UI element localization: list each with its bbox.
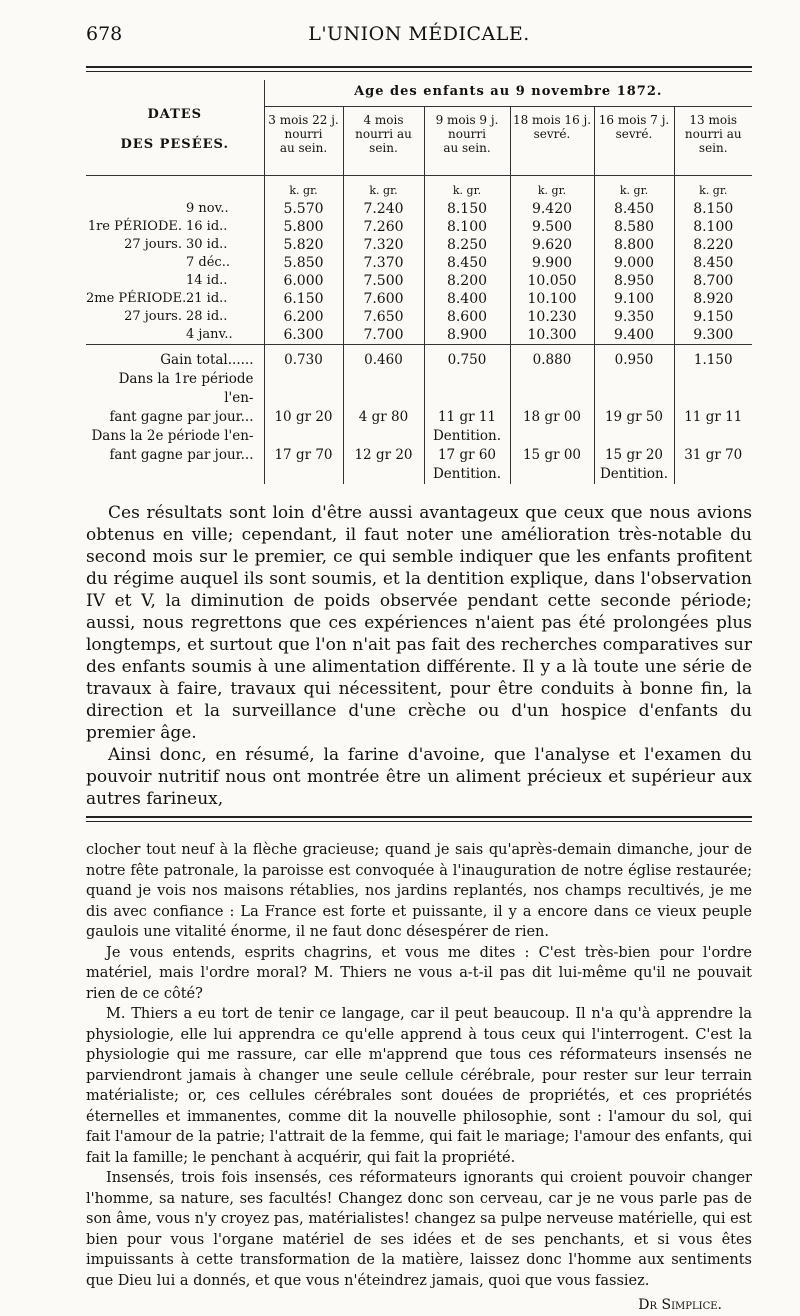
column-header-line: 9 mois 9 j. xyxy=(435,113,499,127)
p2-notes-cell xyxy=(510,465,594,484)
weight-value: 8.580 xyxy=(594,218,674,236)
feuilleton-rule xyxy=(86,816,752,822)
weight-value: 8.800 xyxy=(594,236,674,254)
weight-value: 9.900 xyxy=(510,254,594,272)
date-cell xyxy=(86,272,264,290)
paragraph: clocher tout neuf à la flèche gracieuse; quand je sais qu'après-demain dimanche, jour de notre fête patronale, la paroisse est convoquée à l'inauguration de notre église restaurée; quand je vois nos maisons rétablies, nos jardins replantés, nos champs recultivés, je me dis avec confiance : La France est forte et puissante, il y a encore dans ce vieux peuple gaulois une vitalité énorme, il ne faut donc désespérer de rien. xyxy=(86,842,752,940)
weight-value: 8.220 xyxy=(674,236,752,254)
p2-values-cell: 17 gr 60 xyxy=(424,446,510,465)
date-label: 21 id.. xyxy=(186,291,228,306)
column-header-line: 3 mois 22 j. xyxy=(268,113,339,127)
column-header-line: nourri xyxy=(284,127,323,141)
gain-total-label: Gain total...... xyxy=(160,352,254,368)
weight-value: 9.400 xyxy=(594,326,674,345)
paragraph: Ainsi donc, en résumé, la farine d'avoine, que l'analyse et l'examen du pouvoir nutritif nous ont montrée être un aliment précieux et supérieur aux autres farineux, xyxy=(86,745,752,809)
weight-value: 8.150 xyxy=(674,200,752,218)
weight-value: 7.650 xyxy=(343,308,424,326)
signature: Dr Simplice. xyxy=(638,1297,722,1313)
date-label: 7 déc.. xyxy=(186,255,230,270)
gain-total-cell: 1.150 xyxy=(674,351,752,370)
gain-total-cell: 0.950 xyxy=(594,351,674,370)
page-header xyxy=(86,18,752,48)
p1-values-cell: 11 gr 11 xyxy=(674,408,752,427)
column-header-line: sein. xyxy=(369,141,398,155)
p1-notes-cell xyxy=(674,427,752,446)
weight-value: 9.350 xyxy=(594,308,674,326)
weight-value: 9.500 xyxy=(510,218,594,236)
p2-notes-cell xyxy=(264,465,343,484)
feuilleton-text xyxy=(86,840,752,1316)
weight-value: 9.100 xyxy=(594,290,674,308)
date-label: 4 janv.. xyxy=(186,327,233,342)
weight-value: 5.570 xyxy=(264,200,343,218)
date-label: 16 id.. xyxy=(186,219,228,234)
period-label: 1re PÉRIODE. xyxy=(87,219,182,234)
p1-values-cell: 19 gr 50 xyxy=(594,408,674,427)
table-row xyxy=(86,290,752,308)
table-row xyxy=(86,254,752,272)
running-title: L'UNION MÉDICALE. xyxy=(308,23,530,45)
dates-header-line-1: DATES xyxy=(147,107,203,122)
period-label: 2me PÉRIODE. xyxy=(86,291,187,306)
table-row xyxy=(86,236,752,254)
weight-value: 8.920 xyxy=(674,290,752,308)
column-header-line: sein. xyxy=(698,141,728,155)
p2-values-cell: 12 gr 20 xyxy=(343,446,424,465)
unit-label: k. gr. xyxy=(264,182,343,200)
column-header-line: 13 mois xyxy=(689,113,738,127)
weight-value: 9.150 xyxy=(674,308,752,326)
weight-value: 8.900 xyxy=(424,326,510,345)
column-header-line: sevré. xyxy=(615,127,653,141)
weight-value: 8.250 xyxy=(424,236,510,254)
weight-value: 7.260 xyxy=(343,218,424,236)
table-row xyxy=(86,272,752,290)
weight-value: 10.050 xyxy=(510,272,594,290)
weight-value: 8.150 xyxy=(424,200,510,218)
column-header-line: au sein. xyxy=(443,141,491,155)
weight-value: 8.450 xyxy=(594,200,674,218)
p1-values-cell: 18 gr 00 xyxy=(510,408,594,427)
paragraph: Ces résultats sont loin d'être aussi avantageux que ceux que nous avions obtenus en ville; cependant, il faut noter une amélioration très-notable du second mois sur le premier, ce qui semble indiquer que les enfants profitent du régime auquel ils sont soumis, et la dentition explique, dans l'observation IV et V, la diminution de poids observée pendant cette seconde période; aussi, nous regrettons que ces expériences n'aient pas été prolongées plus longtemps, et surtout que l'on n'ait pas fait des recherches comparatives sur des enfants soumis à une alimentation différente. Il y a là toute une série de travaux à faire, travaux qui nécessitent, pour être conduits à bonne fin, la direction et la surveillance d'une crèche ou d'un hospice d'enfants du premier âge. xyxy=(86,503,752,743)
weight-value: 7.500 xyxy=(343,272,424,290)
main-text xyxy=(86,502,752,810)
page xyxy=(86,18,752,1316)
date-cell xyxy=(86,200,264,218)
weight-value: 7.370 xyxy=(343,254,424,272)
p1-notes-cell xyxy=(343,427,424,446)
date-cell xyxy=(86,254,264,272)
column-header-line: 16 mois 7 j. xyxy=(598,113,670,127)
period2-label-1: Dans la 2e période l'en- xyxy=(91,428,254,444)
paragraph: M. Thiers a eu tort de tenir ce langage, car il peut beaucoup. Il n'a qu'à apprendre la physiologie, elle lui apprendra ce qu'elle apprend à tous ceux qui l'interrogent. C'est la physiologie qui me rassure, car elle m'apprend que tous ces réformateurs insensés ne parviendront jamais à changer une seule cellule cérébrale, pour rester sur leur terrain matérialiste; or, ces cellules cérébrales sont douées de propriétés, et ces propriétés éternelles et immanentes, comme dit la nouvelle philosophie, sont : l'amour du sol, qui fait l'amour de la patrie; l'attrait de la femme, qui fait le mariage; l'amour des enfants, qui fait la famille; le penchant à acquérir, qui fait la propriété. xyxy=(86,1006,752,1166)
column-header-line: 18 mois 16 j. xyxy=(512,113,592,127)
weight-value: 8.600 xyxy=(424,308,510,326)
date-cell xyxy=(86,218,264,236)
p1-values-cell: 10 gr 20 xyxy=(264,408,343,427)
weight-value: 7.700 xyxy=(343,326,424,345)
date-cell xyxy=(86,308,264,326)
weight-value: 8.450 xyxy=(674,254,752,272)
gain-total-cell: 0.730 xyxy=(264,351,343,370)
page-number: 678 xyxy=(86,23,123,45)
header-rule xyxy=(86,66,752,72)
weight-value: 9.000 xyxy=(594,254,674,272)
p2-notes-cell: Dentition. xyxy=(424,465,510,484)
weight-value: 9.300 xyxy=(674,326,752,345)
weights-table xyxy=(86,80,752,484)
weight-value: 10.300 xyxy=(510,326,594,345)
weight-value: 10.100 xyxy=(510,290,594,308)
p1-values-cell: 11 gr 11 xyxy=(424,408,510,427)
period1-label-1: Dans la 1re période l'en- xyxy=(118,371,254,406)
unit-label: k. gr. xyxy=(674,182,752,200)
date-cell xyxy=(86,290,264,308)
column-header xyxy=(424,107,510,176)
p1-notes-cell xyxy=(510,427,594,446)
paragraph: Insensés, trois fois insensés, ces réformateurs ignorants qui croient pouvoir changer l'homme, sa nature, ses facultés! Changez donc son cerveau, car je ne vous parle pas de son âme, vous n'y croyez pas, matérialistes! changez sa pulpe nerveuse matérielle, qui est bien pour vous l'organe matériel de ses idées et de ses penchants, et si vous êtes impuissants à cette transformation de la matière, laissez donc l'homme aux sentiments que Dieu lui a donnés, et que vous n'éteindrez jamais, quoi que vous fassiez. xyxy=(86,1170,752,1289)
weight-value: 7.240 xyxy=(343,200,424,218)
p2-values-cell: 15 gr 00 xyxy=(510,446,594,465)
weight-value: 8.200 xyxy=(424,272,510,290)
table-row xyxy=(86,326,752,345)
period2-label-2: fant gagne par jour... xyxy=(109,447,254,463)
paragraph: Je vous entends, esprits chagrins, et vous me dites : C'est très-bien pour l'ordre matériel, mais l'ordre moral? M. Thiers ne vous a-t-il pas dit lui-même qu'il ne pouvait rien de ce côté? xyxy=(86,944,752,1002)
table-row xyxy=(86,308,752,326)
weight-value: 7.320 xyxy=(343,236,424,254)
weight-value: 6.150 xyxy=(264,290,343,308)
column-header xyxy=(594,107,674,176)
p1-notes-cell xyxy=(594,427,674,446)
period-label: 27 jours. xyxy=(124,309,182,324)
weight-value: 6.000 xyxy=(264,272,343,290)
weight-value: 5.820 xyxy=(264,236,343,254)
period1-label-2: fant gagne par jour... xyxy=(109,409,254,425)
p1-values-cell: 4 gr 80 xyxy=(343,408,424,427)
date-label: 9 nov.. xyxy=(186,201,229,216)
weight-value: 6.300 xyxy=(264,326,343,345)
weight-value: 8.400 xyxy=(424,290,510,308)
unit-label: k. gr. xyxy=(424,182,510,200)
p2-notes-cell: Dentition. xyxy=(594,465,674,484)
dates-column-header xyxy=(86,80,264,176)
column-header xyxy=(510,107,594,176)
date-label: 30 id.. xyxy=(186,237,228,252)
p2-notes-cell xyxy=(674,465,752,484)
date-label: 28 id.. xyxy=(186,309,228,324)
date-cell xyxy=(86,326,264,345)
unit-label: k. gr. xyxy=(594,182,674,200)
gain-total-cell: 0.750 xyxy=(424,351,510,370)
date-cell xyxy=(86,236,264,254)
column-header-line: nourri au xyxy=(684,127,742,141)
table-row xyxy=(86,200,752,218)
gain-total-cell: 0.460 xyxy=(343,351,424,370)
column-header-line: nourri au xyxy=(355,127,412,141)
period-label: 27 jours. xyxy=(124,237,182,252)
column-header xyxy=(264,107,343,176)
p2-notes-cell xyxy=(343,465,424,484)
gain-total-cell: 0.880 xyxy=(510,351,594,370)
dates-header-line-2: DES PESÉES. xyxy=(120,137,229,152)
weight-value: 7.600 xyxy=(343,290,424,308)
date-label: 14 id.. xyxy=(186,273,228,288)
p1-notes-cell: Dentition. xyxy=(424,427,510,446)
weight-value: 5.800 xyxy=(264,218,343,236)
column-header-line: 4 mois xyxy=(363,113,404,127)
p2-values-cell: 15 gr 20 xyxy=(594,446,674,465)
weight-value: 6.200 xyxy=(264,308,343,326)
units-spacer xyxy=(86,182,264,200)
column-header xyxy=(343,107,424,176)
weight-value: 8.450 xyxy=(424,254,510,272)
column-header-line: sevré. xyxy=(533,127,571,141)
p2-values-cell: 17 gr 70 xyxy=(264,446,343,465)
column-header xyxy=(674,107,752,176)
weight-value: 8.950 xyxy=(594,272,674,290)
weight-value: 5.850 xyxy=(264,254,343,272)
weight-value: 9.420 xyxy=(510,200,594,218)
weight-value: 8.100 xyxy=(674,218,752,236)
age-header: Age des enfants au 9 novembre 1872. xyxy=(264,80,752,107)
p1-notes-cell xyxy=(264,427,343,446)
weight-value: 9.620 xyxy=(510,236,594,254)
column-header-line: nourri xyxy=(448,127,486,141)
weight-value: 8.700 xyxy=(674,272,752,290)
weight-value: 10.230 xyxy=(510,308,594,326)
unit-label: k. gr. xyxy=(343,182,424,200)
table-row xyxy=(86,218,752,236)
column-header-line: au sein. xyxy=(279,141,328,155)
unit-label: k. gr. xyxy=(510,182,594,200)
p2-values-cell: 31 gr 70 xyxy=(674,446,752,465)
weight-value: 8.100 xyxy=(424,218,510,236)
